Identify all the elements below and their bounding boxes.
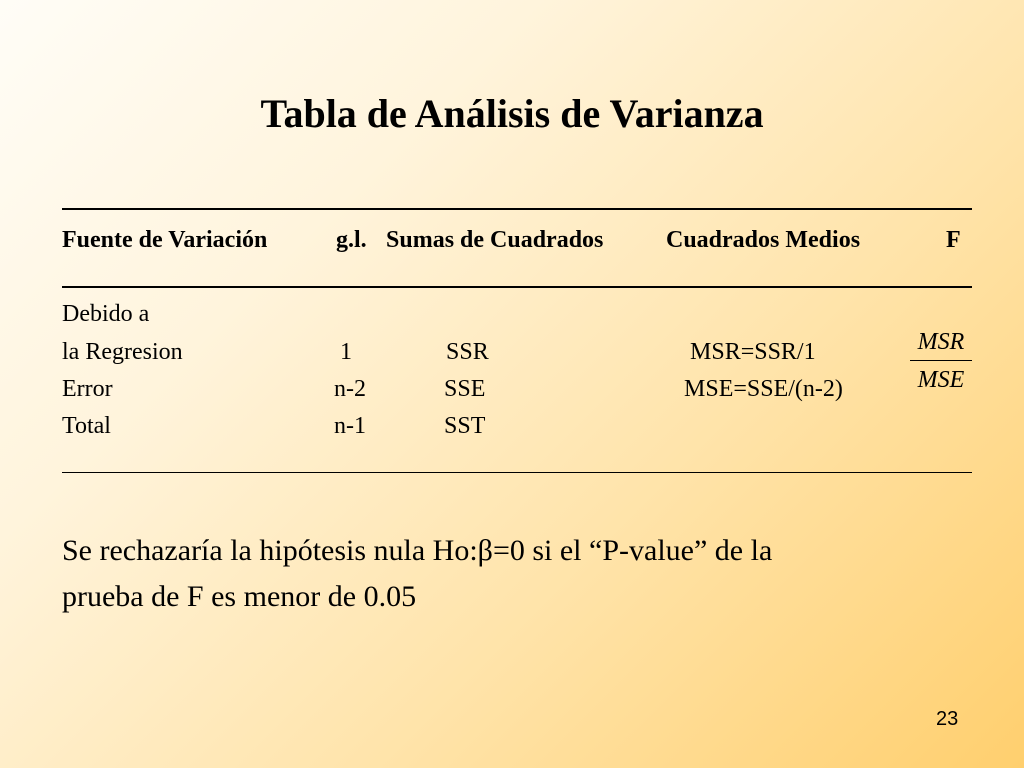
table-header-rule	[62, 286, 972, 288]
group-label: Debido a	[62, 301, 150, 327]
row-error-fuente: Error	[62, 376, 113, 402]
note-line-2: prueba de F es menor de 0.05	[62, 580, 417, 613]
header-f: F	[946, 227, 961, 253]
f-numerator: MSR	[917, 329, 965, 355]
row-regresion-fuente: la Regresion	[62, 339, 183, 365]
row-total-gl: n-1	[334, 413, 366, 439]
f-denominator: MSE	[917, 367, 965, 393]
header-cuadrados: Cuadrados Medios	[666, 227, 861, 253]
note-line-1: Se rechazaría la hipótesis nula Ho:β=0 si el “P-value” de la	[62, 534, 773, 567]
header-gl: g.l.	[336, 227, 367, 253]
row-total-ss: SST	[444, 413, 486, 439]
table-top-rule	[62, 208, 972, 210]
row-regresion-gl: 1	[340, 339, 352, 365]
header-sumas: Sumas de Cuadrados	[386, 227, 604, 253]
slide-title: Tabla de Análisis de Varianza	[260, 91, 764, 136]
row-error-ms: MSE=SSE/(n-2)	[684, 376, 843, 402]
page-number: 23	[936, 708, 959, 730]
f-statistic-fraction	[910, 330, 972, 392]
fraction-bar	[910, 360, 972, 361]
table-bottom-rule	[62, 472, 972, 473]
row-error-gl: n-2	[334, 376, 366, 402]
row-regresion-ss: SSR	[446, 339, 489, 365]
row-regresion-ms: MSR=SSR/1	[690, 339, 816, 365]
row-error-ss: SSE	[444, 376, 486, 402]
row-total-fuente: Total	[62, 413, 111, 439]
header-fuente: Fuente de Variación	[62, 227, 268, 253]
